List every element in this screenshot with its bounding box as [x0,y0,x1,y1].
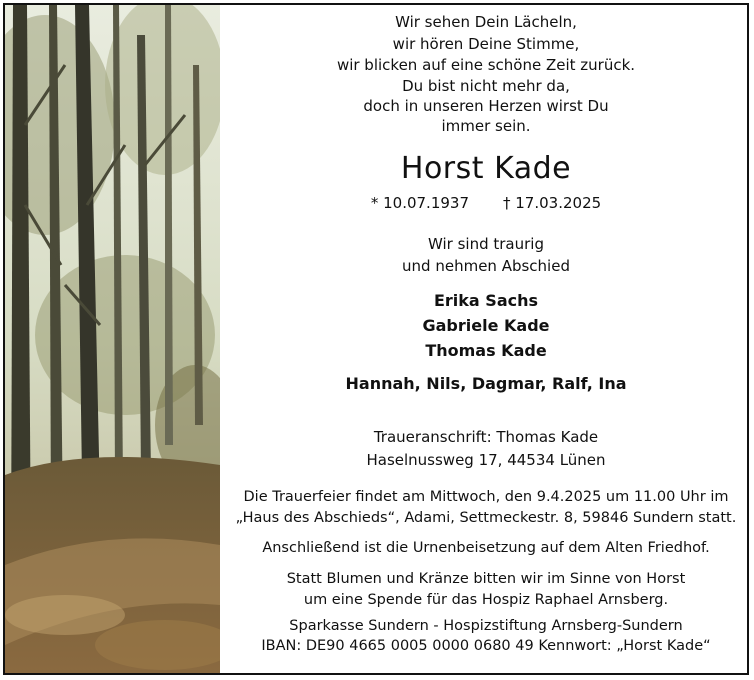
grief-line: und nehmen Abschied [402,257,570,275]
poem-line: immer sein. [441,117,531,135]
notice-text [225,5,747,673]
grief-line: Wir sind traurig [428,235,544,253]
address-line: Traueranschrift: Thomas Kade [373,428,599,446]
poem-line: wir blicken auf eine schöne Zeit zurück. [336,56,636,74]
poem-line: Du bist nicht mehr da, [402,77,570,95]
ceremony-line: „Haus des Abschieds“, Adami, Settmeckestr. 8, 59846 Sundern statt. [235,510,737,526]
mourner-name: Thomas Kade [425,341,547,360]
poem-line: doch in unseren Herzen wirst Du [363,97,609,115]
burial-line: Anschließend ist die Urnenbeisetzung auf dem Alten Friedhof. [262,540,710,556]
mourner-name: Erika Sachs [433,291,539,310]
iban-line: IBAN: DE90 4665 0005 0000 0680 49 Kennwort: „Horst Kade“ [261,638,711,654]
ceremony-line: Die Trauerfeier findet am Mittwoch, den 9.4.2025 um 11.00 Uhr im [243,489,729,505]
donation-line: um eine Spende für das Hospiz Raphael Arnsberg. [303,592,669,608]
mourner-name: Gabriele Kade [422,316,550,335]
donation-line: Statt Blumen und Kränze bitten wir im Sinne von Horst [286,571,686,587]
deceased-name: Horst Kade [400,151,572,186]
family-names: Hannah, Nils, Dagmar, Ralf, Ina [345,374,627,393]
life-dates [225,194,747,212]
poem-line: wir hören Deine Stimme, [392,35,580,53]
obituary-notice [3,3,749,675]
bank-line: Sparkasse Sundern - Hospizstiftung Arnsberg-Sundern [289,618,683,634]
poem-line: Wir sehen Dein Lächeln, [395,13,577,31]
address-line: Haselnussweg 17, 44534 Lünen [366,451,606,469]
forest-photo [5,5,220,673]
death-date: † 17.03.2025 [503,194,602,212]
birth-date: * 10.07.1937 [370,194,469,212]
